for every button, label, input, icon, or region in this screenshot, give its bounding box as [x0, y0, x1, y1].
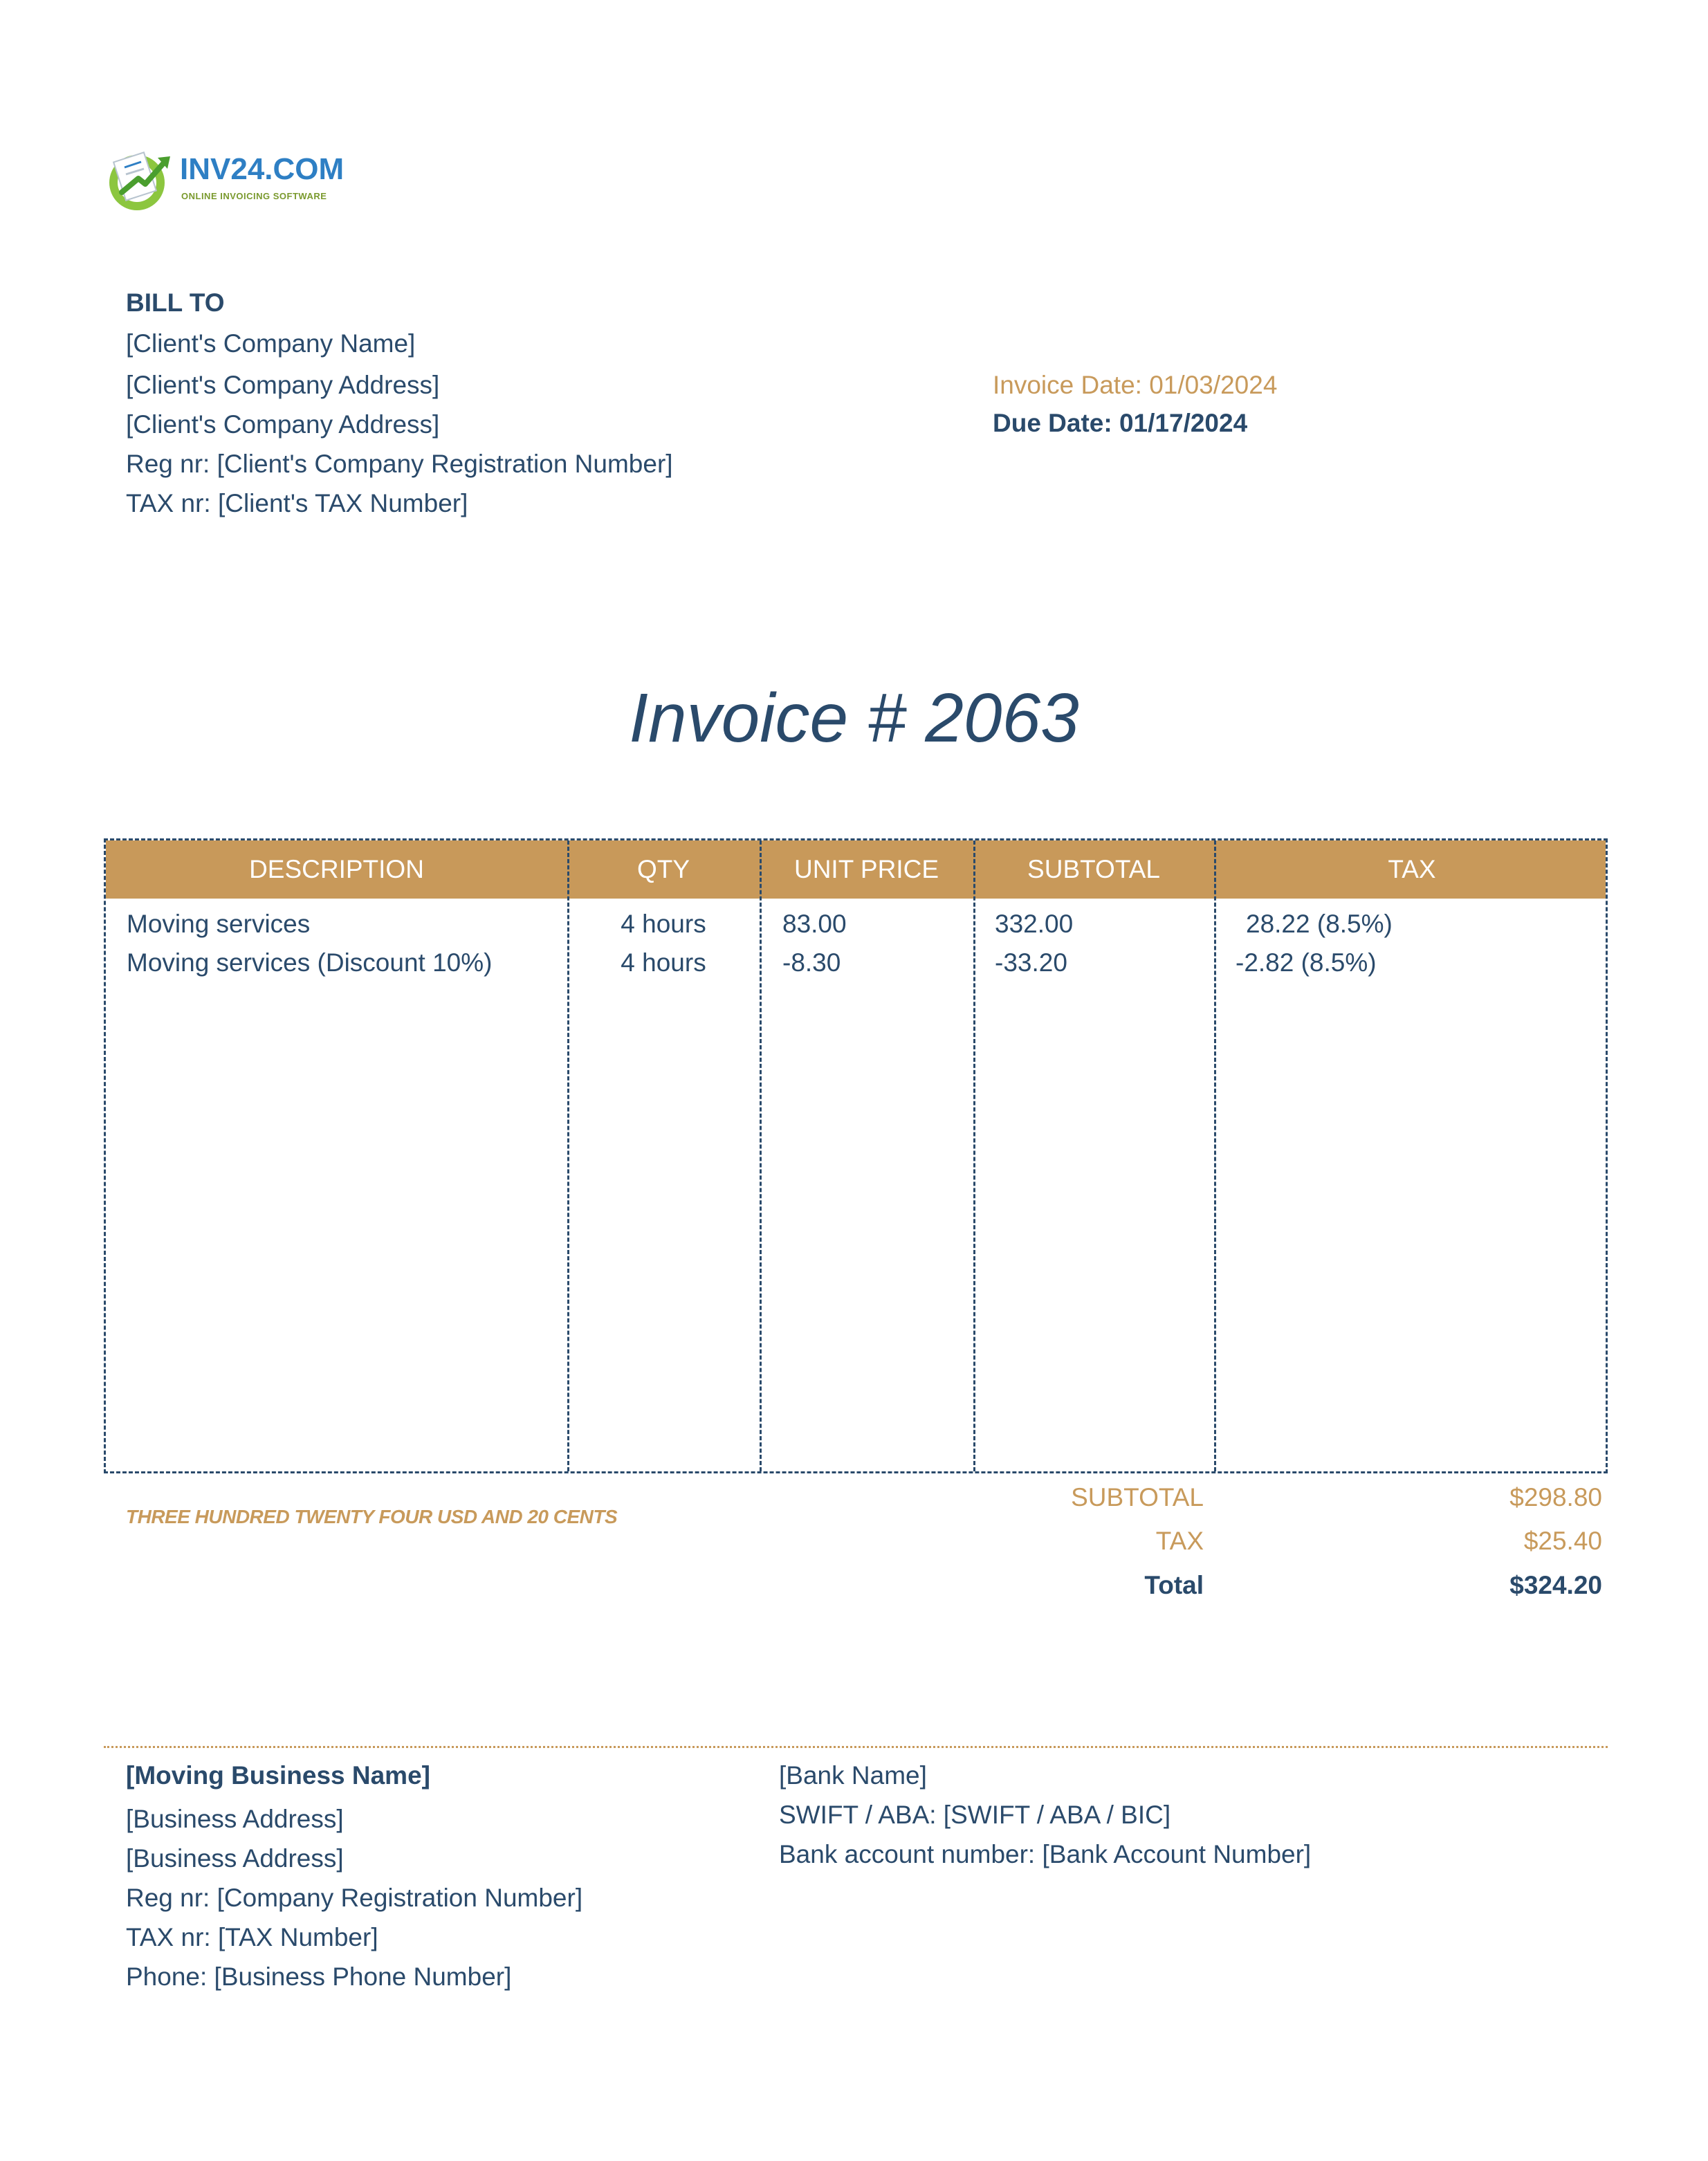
row-1-tax: 28.22 (8.5%): [1246, 910, 1393, 938]
client-company-name: [Client's Company Name]: [126, 329, 416, 358]
amount-in-words: THREE HUNDRED TWENTY FOUR USD AND 20 CENTS: [126, 1506, 618, 1527]
bill-to-heading: BILL TO: [126, 288, 225, 317]
header-tax: TAX: [1388, 855, 1436, 883]
column-divider: [1214, 840, 1216, 1471]
column-divider: [760, 840, 762, 1471]
invoice-date: Invoice Date: 01/03/2024: [993, 371, 1278, 399]
business-address-2: [Business Address]: [126, 1844, 344, 1873]
items-table: [104, 838, 1608, 1473]
subtotal-label: SUBTOTAL: [1071, 1483, 1204, 1511]
subtotal-value: $298.80: [1509, 1483, 1602, 1511]
header-description: DESCRIPTION: [249, 855, 424, 883]
row-1-description: Moving services: [127, 910, 311, 938]
row-2-unit-price: -8.30: [782, 948, 841, 977]
business-address-1: [Business Address]: [126, 1805, 344, 1833]
column-divider: [973, 840, 975, 1471]
footer-divider: [104, 1746, 1608, 1748]
header-unit-price: UNIT PRICE: [793, 855, 939, 883]
row-1-unit-price: 83.00: [782, 910, 847, 938]
client-tax-nr: TAX nr: [Client's TAX Number]: [126, 489, 468, 517]
logo-tagline: ONLINE INVOICING SOFTWARE: [181, 191, 327, 201]
row-2-qty: 4 hours: [621, 948, 706, 977]
logo-brand-text: INV24.COM: [180, 152, 345, 186]
tax-value: $25.40: [1523, 1527, 1602, 1555]
client-address-1: [Client's Company Address]: [126, 371, 440, 399]
table-header: [106, 840, 1606, 899]
business-reg-nr: Reg nr: [Company Registration Number]: [126, 1884, 583, 1912]
business-name: [Moving Business Name]: [126, 1761, 430, 1790]
row-1-qty: 4 hours: [621, 910, 706, 938]
header-subtotal: SUBTOTAL: [1027, 855, 1160, 883]
company-logo: [105, 147, 345, 213]
total-label: Total: [1144, 1571, 1204, 1599]
header-qty: QTY: [636, 855, 690, 883]
row-2-subtotal: -33.20: [995, 948, 1067, 977]
row-1-subtotal: 332.00: [995, 910, 1074, 938]
invoice-title: Invoice # 2063: [629, 679, 1079, 757]
tax-label: TAX: [1155, 1527, 1204, 1555]
row-2-description: Moving services (Discount 10%): [127, 948, 493, 977]
client-reg-nr: Reg nr: [Client's Company Registration Number]: [126, 450, 673, 478]
logo-globe-icon: [105, 147, 177, 213]
row-2-tax: -2.82 (8.5%): [1236, 948, 1377, 977]
business-phone: Phone: [Business Phone Number]: [126, 1962, 512, 1991]
due-date: Due Date: 01/17/2024: [993, 409, 1248, 437]
client-address-2: [Client's Company Address]: [126, 410, 440, 439]
total-value: $324.20: [1509, 1571, 1602, 1599]
bank-name: [Bank Name]: [779, 1761, 927, 1790]
business-tax-nr: TAX nr: [TAX Number]: [126, 1923, 378, 1951]
bank-swift: SWIFT / ABA: [SWIFT / ABA / BIC]: [779, 1801, 1171, 1829]
bank-account-number: Bank account number: [Bank Account Number]: [779, 1840, 1312, 1868]
